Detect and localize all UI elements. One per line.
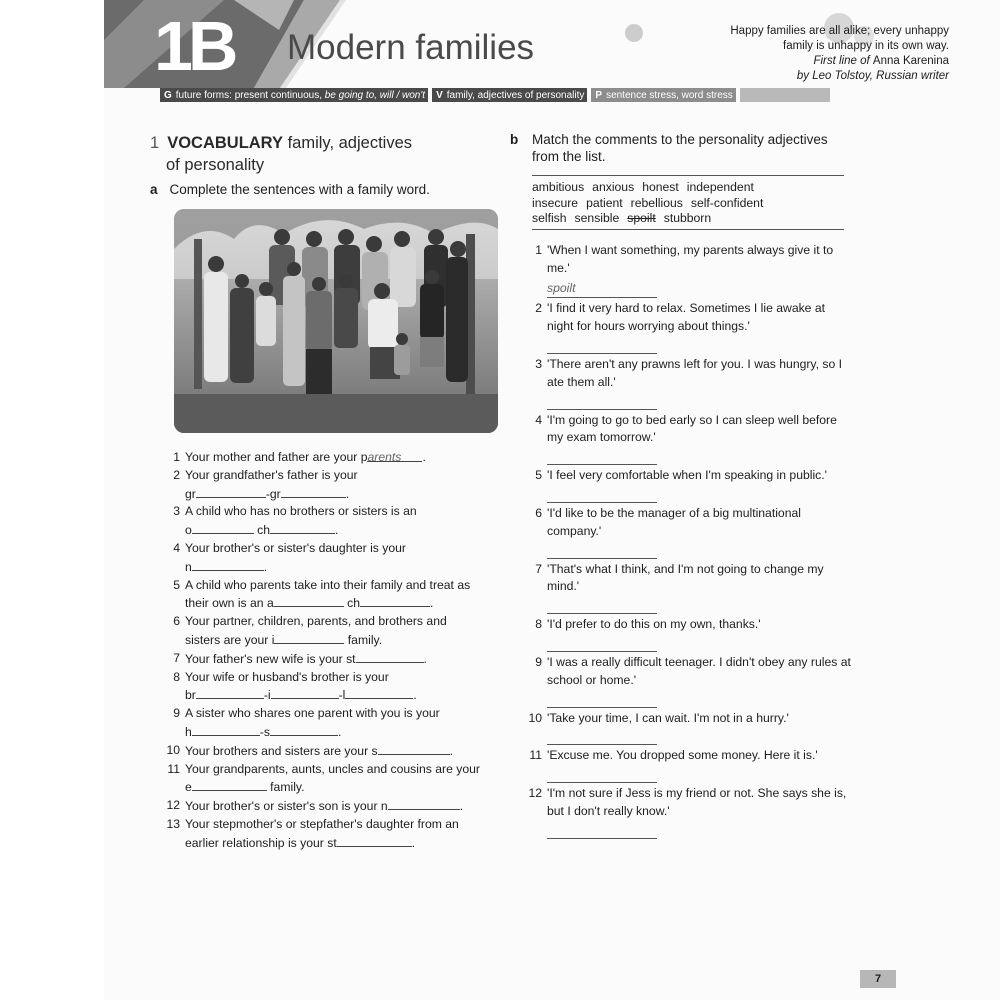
list-item: 3 'There aren't any prawns left for you. I was hungry, so I ate them all.' (532, 356, 852, 410)
answer-blank[interactable]: spoilt (547, 280, 657, 299)
list-item: 4 Your brother's or sister's daughter is your n . (173, 540, 406, 574)
list-item: 12 'I'm not sure if Jess is my friend or not. She says she is, but I don't really know.' (532, 785, 852, 839)
word-row: selfish sensible spoilt stubborn (532, 211, 712, 226)
list-item: 2 Your grandfather's father is your gr -gr . (173, 467, 358, 501)
answer-blank[interactable] (192, 723, 260, 736)
part-b-instruction: b Match the comments to the personality adjectives from the list. (510, 132, 828, 164)
answer-blank[interactable] (547, 767, 657, 783)
quote-line: Happy families are all alike; every unhappy (730, 25, 949, 37)
answer-blank[interactable] (378, 742, 450, 755)
answer-blank[interactable] (547, 729, 657, 745)
answer-blank[interactable] (274, 594, 344, 607)
list-item: 4 'I'm going to go to bed early so I can sleep well before my exam tomorrow.' (532, 412, 852, 466)
list-item: 2 'I find it very hard to relax. Sometimes I lie awake at night for hours worrying about things.' (532, 300, 852, 354)
list-item: 7 'That's what I think, and I'm not going to change my mind.' (532, 561, 852, 615)
list-item: 12 Your brother's or sister's son is your n . (166, 798, 464, 814)
answer-blank[interactable] (274, 631, 344, 644)
tag-pronunciation: P sentence stress, word stress (591, 88, 735, 102)
answer-blank[interactable] (192, 778, 267, 791)
epigraph-quote (659, 24, 949, 84)
word-list-box (532, 175, 844, 230)
page-number: 7 (860, 970, 896, 988)
answer-blank[interactable] (547, 636, 657, 652)
answer-blank[interactable] (345, 686, 413, 699)
answer-blank[interactable] (356, 650, 424, 663)
list-item: 5 A child who parents take into their family and treat as their own is an a ch . (173, 577, 471, 611)
part-a-exercise-list (166, 449, 500, 853)
answer-blank[interactable] (388, 797, 460, 810)
quote-source: First line of Anna Karenina (813, 55, 949, 67)
list-item: 8 Your wife or husband's brother is your br -i -l . (173, 669, 417, 703)
answer-blank[interactable] (360, 594, 430, 607)
workbook-page (104, 0, 1000, 1000)
tag-grammar: G future forms: present continuous, be going to, will / won't (160, 88, 428, 102)
answer-blank[interactable] (270, 521, 335, 534)
lesson-title: Modern families (287, 28, 535, 67)
family-photo (174, 209, 498, 433)
list-item: 13 Your stepmother's or stepfather's daughter from an earlier relationship is your st . (166, 816, 459, 850)
part-a-instruction: a Complete the sentences with a family word. (150, 182, 430, 197)
answer-blank[interactable] (547, 394, 657, 410)
tag-bar-end (740, 88, 830, 102)
answer-blank[interactable]: arents (367, 449, 422, 462)
answer-blank[interactable] (547, 823, 657, 839)
list-item: 11 'Excuse me. You dropped some money. Here it is.' (532, 747, 852, 783)
answer-blank[interactable] (547, 692, 657, 708)
lesson-focus-tags (160, 88, 830, 102)
list-item: 1 'When I want something, my parents always give it to me.' spoilt (532, 242, 852, 298)
list-item: 11 Your grandparents, aunts, uncles and cousins are your e family. (167, 761, 480, 795)
answer-blank[interactable] (547, 449, 657, 465)
answer-blank[interactable] (192, 521, 254, 534)
quote-author: by Leo Tolstoy, Russian writer (796, 70, 949, 82)
header-banner (104, 0, 1000, 100)
answer-blank[interactable] (281, 485, 346, 498)
tag-vocabulary: V family, adjectives of personality (432, 88, 587, 102)
list-item: 9 'I was a really difficult teenager. I didn't obey any rules at school or home.' (532, 654, 852, 708)
list-item: 7 Your father's new wife is your st . (173, 650, 427, 666)
list-item: 6 Your partner, children, parents, and brothers and sisters are your i family. (173, 614, 447, 647)
list-item: 8 'I'd prefer to do this on my own, thanks.' (532, 616, 852, 652)
quote-line: family is unhappy in its own way. (783, 40, 949, 52)
answer-blank[interactable] (271, 686, 339, 699)
part-b-exercise-list (528, 242, 852, 841)
answer-blank[interactable] (196, 686, 264, 699)
word-row: insecure patient rebellious self-confident (532, 195, 764, 210)
list-item: 6 'I'd like to be the manager of a big multinational company.' (532, 505, 852, 559)
list-item: 1 Your mother and father are your parents . (173, 450, 426, 464)
answer-blank[interactable] (270, 723, 338, 736)
answer-blank[interactable] (547, 543, 657, 559)
word-row: ambitious anxious honest independent (532, 180, 754, 194)
list-item: 5 'I feel very comfortable when I'm speaking in public.' (532, 467, 852, 503)
list-item: 10 'Take your time, I can wait. I'm not in a hurry.' (532, 710, 852, 746)
answer-blank[interactable] (547, 487, 657, 503)
lesson-number: 1B (154, 7, 234, 85)
list-item: 10 Your brothers and sisters are your s . (166, 742, 454, 758)
answer-blank[interactable] (192, 558, 264, 571)
answer-blank[interactable] (547, 598, 657, 614)
answer-blank[interactable] (547, 338, 657, 354)
section-title: 1 VOCABULARY family, adjectives of personality (150, 134, 412, 174)
list-item: 3 A child who has no brothers or sisters is an o ch . (173, 504, 417, 538)
answer-blank[interactable] (196, 485, 266, 498)
list-item: 9 A sister who shares one parent with you is your h -s . (173, 706, 440, 739)
answer-blank[interactable] (337, 834, 412, 847)
